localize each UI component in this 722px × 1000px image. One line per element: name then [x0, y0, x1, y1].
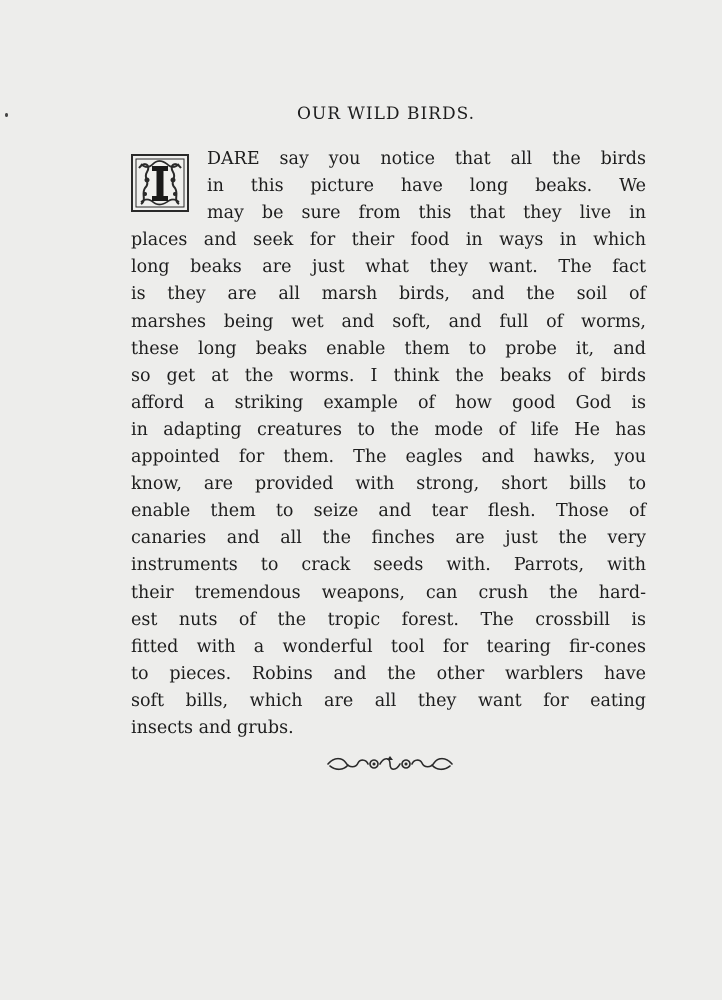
text-line-10: afford a striking example of how good God is — [131, 392, 646, 413]
body-text — [131, 146, 646, 742]
text-line-11: in adapting creatures to the mode of life He has — [131, 419, 646, 440]
text-line-16: instruments to crack seeds with. Parrots, with — [131, 555, 646, 576]
text-line-6: is they are all marsh birds, and the soil of — [131, 284, 646, 305]
text-line-20: to pieces. Robins and the other warblers have — [131, 663, 646, 684]
page-title: OUR WILD BIRDS. — [296, 104, 476, 124]
floral-flourish-ornament-icon — [324, 753, 456, 775]
drop-cap-letter: I — [159, 208, 161, 209]
text-line-14: enable them to seize and tear flesh. Those of — [131, 501, 646, 522]
text-line-1: DARE say you notice that all the birds — [207, 149, 646, 169]
text-line-15: canaries and all the finches are just the very — [131, 528, 646, 549]
text-line-8: these long beaks enable them to probe it, and — [131, 338, 646, 359]
text-line-7: marshes being wet and soft, and full of worms, — [131, 311, 646, 332]
text-line-22: insects and grubs. — [131, 717, 294, 738]
text-line-18: est nuts of the tropic forest. The crossbill is — [131, 609, 646, 630]
text-line-17: their tremendous weapons, can crush the hard- — [131, 582, 646, 603]
text-line-2: in this picture have long beaks. We — [207, 176, 646, 197]
text-line-21: soft bills, which are all they want for eating — [131, 690, 646, 711]
text-line-12: appointed for them. The eagles and hawks, you — [131, 447, 646, 468]
text-line-5: long beaks are just what they want. The fact — [131, 257, 646, 278]
text-line-9: so get at the worms. I think the beaks of birds — [131, 365, 646, 386]
drop-cap-ornament-icon — [131, 154, 189, 212]
text-line-13: know, are provided with strong, short bills to — [131, 474, 646, 495]
text-line-4: places and seek for their food in ways in which — [131, 230, 646, 251]
text-line-3: may be sure from this that they live in — [207, 203, 646, 224]
text-line-19: fitted with a wonderful tool for tearing fir-cones — [131, 636, 646, 657]
